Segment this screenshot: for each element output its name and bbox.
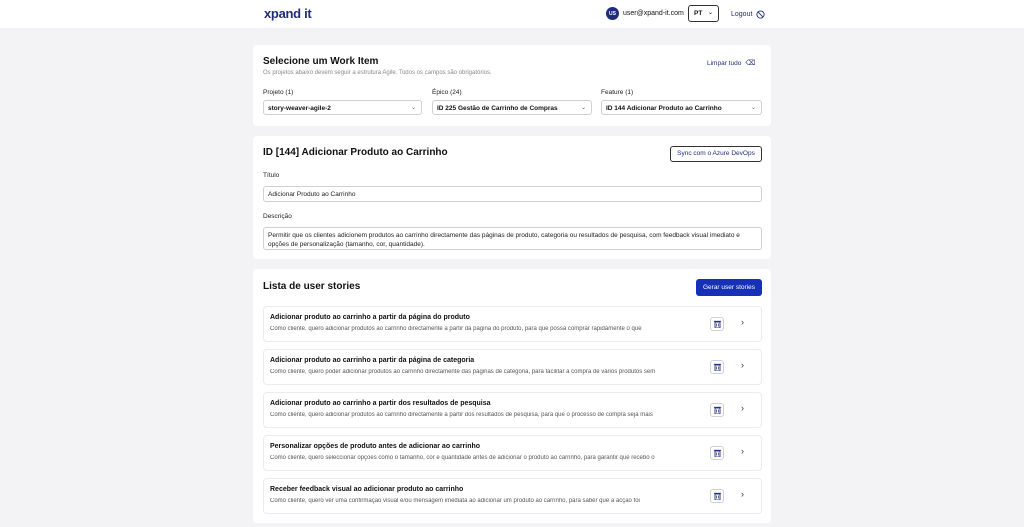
trash-icon [714, 320, 721, 328]
work-item-card [253, 45, 771, 126]
story-description: Como cliente, quero adicionar produtos ao carrinho directamente a partir da página do produto, para que possa comprar rapidamente o que [270, 326, 642, 332]
story-description: Como cliente, quero poder adicionar produtos ao carrinho directamente das páginas de categoria, para facilitar a compra de vários produtos sem [270, 369, 656, 375]
list-item[interactable] [263, 478, 762, 514]
work-item-subtitle: Os projetos abaixo devem seguir a estrutura Agile. Todos os campos são obrigatórios. [263, 70, 492, 76]
epic-select[interactable] [432, 100, 592, 115]
description-label: Descrição [263, 213, 292, 220]
logout-button[interactable] [731, 10, 765, 19]
delete-button[interactable] [710, 360, 724, 374]
trash-icon [714, 492, 721, 500]
top-bar [0, 0, 1024, 28]
language-select[interactable] [688, 5, 719, 22]
trash-icon [714, 363, 721, 371]
epic-label: Épico (24) [432, 89, 462, 96]
eraser-icon: ⌫ [745, 60, 756, 67]
chevron-right-icon[interactable]: › [741, 360, 744, 370]
title-field[interactable]: Adicionar Produto ao Carrinho [263, 186, 762, 202]
chevron-right-icon[interactable]: › [741, 489, 744, 499]
story-title: Personalizar opções de produto antes de adicionar ao carrinho [270, 443, 481, 450]
chevron-right-icon[interactable]: › [741, 403, 744, 413]
clear-all-button[interactable] [707, 59, 755, 67]
detail-heading: ID [144] Adicionar Produto ao Carrinho [263, 147, 448, 158]
story-title: Adicionar produto ao carrinho a partir dos resultados de pesquisa [270, 400, 491, 407]
story-description: Como cliente, quero adicionar produtos ao carrinho directamente a partir dos resultados de pesquisa, para que o processo de compra seja mais [270, 412, 653, 418]
project-select[interactable] [263, 100, 422, 115]
project-label: Projeto (1) [263, 89, 294, 96]
language-value: PT [694, 10, 703, 17]
clear-all-label: Limpar tudo [707, 59, 742, 67]
trash-icon [714, 406, 721, 414]
chevron-right-icon[interactable]: › [741, 446, 744, 456]
trash-icon [714, 449, 721, 457]
delete-button[interactable] [710, 489, 724, 503]
epic-value: ID 225 Gestão de Carrinho de Compras [437, 105, 558, 112]
xpand-it-logo[interactable]: xpand it [264, 6, 312, 21]
project-value: story-weaver-agile-2 [268, 105, 331, 112]
logout-label: Logout [731, 11, 753, 18]
chevron-down-icon: ⌄ [580, 105, 586, 111]
story-description: Como cliente, quero ver uma confirmação visual e/ou mensagem imediata ao adicionar um produto ao carrinho, para saber que a acção foi [270, 498, 640, 504]
list-item[interactable] [263, 392, 762, 428]
stories-heading: Lista de user stories [263, 281, 361, 292]
feature-label: Feature (1) [601, 89, 634, 96]
list-item[interactable] [263, 435, 762, 471]
title-label: Título [263, 172, 280, 179]
story-description: Como cliente, quero seleccionar opções como o tamanho, cor e quantidade antes de adicionar o produto ao carrinho, para garantir que recebo o [270, 455, 655, 461]
description-field[interactable]: Permitir que os clientes adicionem produtos ao carrinho directamente das páginas de produto, categoria ou resultados de pesquisa, com feedback visual imediato e opções de personalização (tamanho, cor, quantidade). [263, 227, 762, 250]
delete-button[interactable] [710, 446, 724, 460]
user-menu[interactable] [606, 7, 684, 20]
user-email: user@xpand-it.com [623, 10, 684, 17]
user-stories-card [253, 269, 771, 523]
story-title: Adicionar produto ao carrinho a partir da página do produto [270, 314, 470, 321]
logout-icon [756, 10, 765, 19]
chevron-down-icon: ⌄ [410, 105, 416, 111]
story-title: Receber feedback visual ao adicionar produto ao carrinho [270, 486, 464, 493]
delete-button[interactable] [710, 403, 724, 417]
feature-value: ID 144 Adicionar Produto ao Carrinho [606, 105, 722, 112]
work-item-title: Selecione um Work Item [263, 56, 379, 67]
work-item-detail-card [253, 136, 771, 259]
generate-stories-button[interactable]: Gerar user stories [696, 279, 762, 296]
feature-select[interactable] [601, 100, 762, 115]
chevron-down-icon: ⌄ [750, 105, 756, 111]
story-title: Adicionar produto ao carrinho a partir da página de categoria [270, 357, 475, 364]
delete-button[interactable] [710, 317, 724, 331]
list-item[interactable] [263, 306, 762, 342]
avatar[interactable]: US [606, 7, 619, 20]
chevron-down-icon: ⌄ [707, 10, 713, 16]
sync-azure-button[interactable]: Sync com o Azure DevOps [670, 146, 762, 162]
list-item[interactable] [263, 349, 762, 385]
chevron-right-icon[interactable]: › [741, 317, 744, 327]
